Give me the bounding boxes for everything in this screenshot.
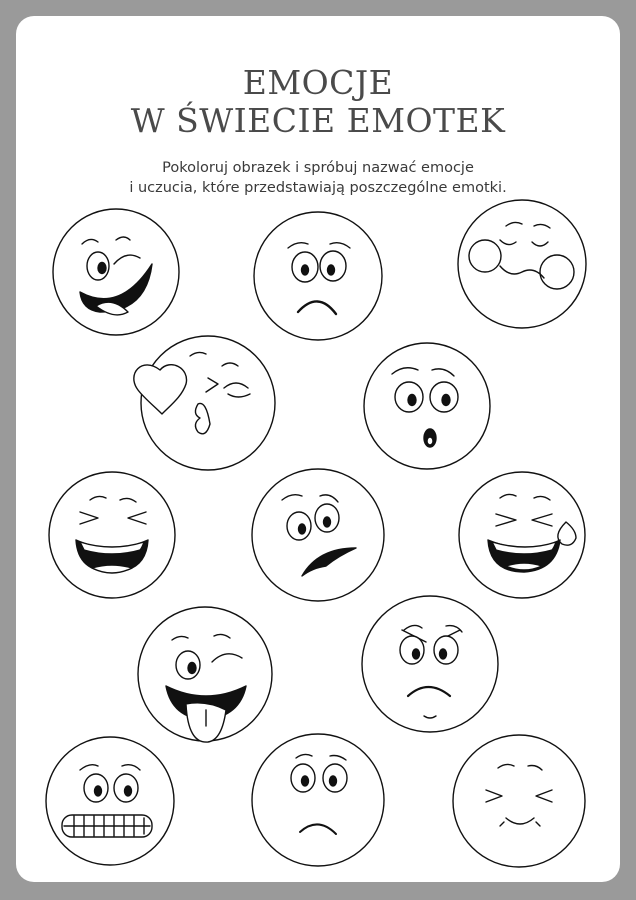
surprised-face-icon (364, 343, 490, 469)
anxious-face-icon (252, 469, 384, 601)
grinning-squint-face-icon (49, 472, 175, 598)
worried-face-icon (254, 212, 382, 340)
sad-face-icon (252, 734, 384, 866)
blushing-content-face-icon (458, 200, 586, 328)
angry-face-icon (362, 596, 498, 732)
title-line-2: W ŚWIECIE EMOTEK (130, 101, 506, 140)
instructions-line-1: Pokoloruj obrazek i spróbuj nazwać emocje (162, 160, 474, 176)
title-line-1: EMOCJE (242, 63, 394, 102)
tongue-wink-face-icon (138, 607, 272, 742)
winking-laughing-face-icon (53, 209, 179, 335)
kissing-heart-face-icon (134, 336, 275, 470)
relieved-smile-face-icon (453, 735, 585, 867)
instructions-line-2: i uczucia, które przedstawiają poszczególne emotki. (129, 180, 507, 196)
grimacing-face-icon (46, 737, 174, 865)
grinning-sweat-face-icon (459, 472, 585, 598)
